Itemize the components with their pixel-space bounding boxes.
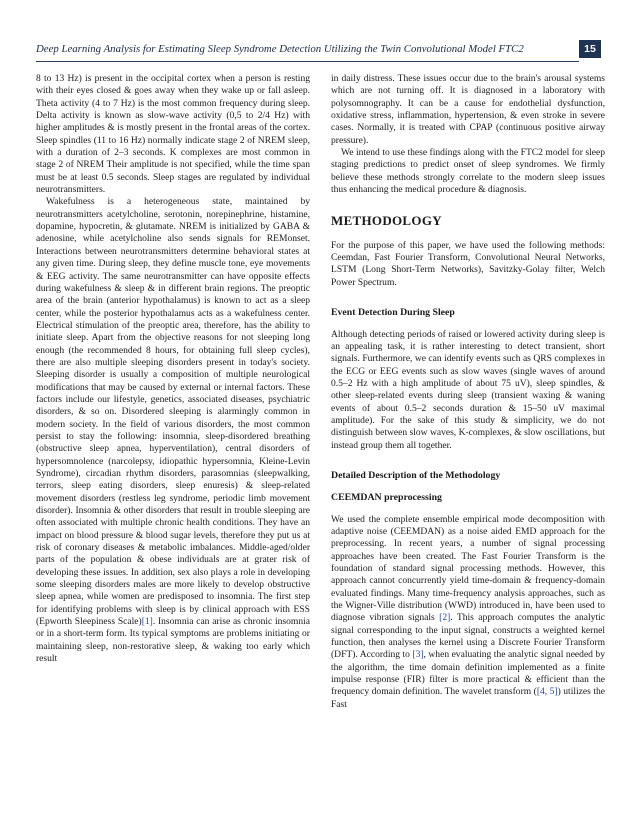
page-number-badge: 15 <box>579 40 601 58</box>
paragraph-text: . This approach computes the analytic signal corresponding to the input signal, constructs a weighted kernel function, then analyses the kernel using a Discrete Fourier Transform (DFT). According to <box>331 612 605 661</box>
paragraph: Although detecting periods of raised or lowered activity during sleep is an appealing task, it is rather interesting to detect transient, short signals. Furthermore, we can identify events such as QRS complexes in the ECG or EEG events such as slow waves (single waves of around 0.5–2 Hz with a high amplitude of about 75 uV), sleep spindles, & other sleep-related events during sleep (transient waxing & waning events of about 0.5–2 seconds duration & 15–50 uV maximal amplitude). For the sake of this study & simplicity, we do not distinguish between slow waves, K-complexes, & slow oscillations, but instead group them all together. <box>331 328 605 451</box>
left-column <box>36 73 310 666</box>
paragraph-text: We used the complete ensemble empirical mode decomposition with adaptive noise (CEEMDAN) as a noise aided EMD approach for the preprocessing. In recent years, a number of signal processing approaches have been created. The Fast Fourier Transform is the foundation of standard signal processing methods. However, this approach cannot concurrently yield time-domain & frequency-domain evaluated findings. Many time-frequency analysis approaches, such as the Wigner-Ville distribution (WWD) introduced in, have been used to diagnose vibration signals <box>331 513 605 624</box>
paragraph <box>36 196 310 665</box>
citation-link[interactable]: [4, 5] <box>536 686 558 698</box>
paragraph <box>331 514 605 712</box>
subsection-heading: CEEMDAN preprocessing <box>331 492 442 504</box>
running-header <box>36 40 601 60</box>
citation-link[interactable]: [2] <box>439 612 451 624</box>
citation-link[interactable]: [3] <box>412 649 424 661</box>
paragraph: We intend to use these findings along with the FTC2 model for sleep staging predictions to predict onset of sleep syndromes. We firmly believe these methods strongly correlate to the modern sleep issues thus enhancing the medical procedure & diagnosis. <box>331 147 605 196</box>
paragraph: in daily distress. These issues occur due to the brain's arousal systems which are not turning off. It is diagnosed in a laboratory with polysomnography. It can be a cause for endothelial dysfunction, oxidative stress, inflammation, hypertension, & even stroke in severe cases. Normally, it is treated with CPAP (continuous positive airway pressure). <box>331 73 605 146</box>
running-title: Deep Learning Analysis for Estimating Sleep Syndrome Detection Utilizing the Twin Convolutional Model FTC2 <box>36 43 524 55</box>
header-rule <box>36 61 579 62</box>
citation-link[interactable]: [1] <box>141 616 153 628</box>
paragraph: For the purpose of this paper, we have used the following methods: Ceemdan, Fast Fourier Transform, Convolutional Neural Networks, LSTM (Long Short-Term Networks), Savitzky-Golay filter, Welch Power Spectrum. <box>331 239 605 288</box>
paragraph-text: Wakefulness is a heterogeneous state, maintained by neurotransmitters acetylcholine, serotonin, norepinephrine, histamine, dopamine, hypocretin, & glutamate. NREM is initialized by GABA & adenosine, while acetylcholine also sends signals for REMonset. Interactions between neurotransmitters determine behavioral states at any given time. During sleep, they define muscle tone, eye movements & EEG activity. The same neurotransmitter can have opposite effects during wakefulness & sleep & in different brain regions. The preoptic area of the brain (anterior hypothalamus) is known to act as a sleep center, while the posterior hypothalamus acts as a wakefulness center. Electrical stimulation of the preoptic area, therefore, has the ability to initiate sleep. Apart from the objective reasons for not sleeping long enough (the recommended 8 hours, for obtaining full sleep cycles), there are also multiple sleeping disorders present in today's society. Sleeping disorder is usually a composition of multiple neurological modifications that may be caused by external or internal factors. These factors include our lifestyle, genetics, associated diseases, psychiatric disorders, & so on. Disordered sleeping is alarmingly common in modern society. In the field of various disorders, the most common persist to stay the following: insomnia, sleep-disordered breathing (obstructive sleep apnea, hyperventilation), central disorders of hypersomnolence (narcolepsy, idiopathic hypersomnia, Kleine-Levin Syndrome), circadian rhythm disorders, parasomnias (sleepwalking, terrors, sleep eating disorders, sleep enuresis) & sleep-related movement disorders (restless leg syndrome, periodic limb movement disorder). Insomnia & other disorders that result in trouble sleeping are often associated with multiple chronic health conditions. They have an impact on blood pressure & blood sugar levels, therefore they put us at risk of coronary diseases & metabolic imbalances. Middle-aged/older parts of the population & obese individuals are at grater risk of developing these issues. In addition, sex also plays a role in developing some sleeping disorders males are more likely to develop obstructive sleep apnea, while women are predisposed to insomnia. The first step for identifying problems with sleep is by clinical approach with ESS (Epworth Sleepiness Scale) <box>36 196 310 628</box>
subsection-heading: Detailed Description of the Methodology <box>331 469 501 481</box>
paragraph-text: ) utilizes the Fast <box>331 686 605 710</box>
right-column <box>331 73 605 711</box>
subsection-heading: Event Detection During Sleep <box>331 307 455 319</box>
paragraph-text: . Insomnia can arise as chronic insomnia or in a short-term form. Its typical symptoms are problems initiating or maintaining sleep, non-restorative sleep, & waking too early which result <box>36 616 310 665</box>
paragraph-text: , when evaluating the analytic signal needed by the algorithm, the time domain definition implemented as a finite impulse response (FIR) filter is more practical & efficient than the frequency domain definition. The wavelet transform ( <box>331 649 605 698</box>
section-heading: METHODOLOGY <box>331 213 442 229</box>
paragraph: 8 to 13 Hz) is present in the occipital cortex when a person is resting with their eyes closed & goes away when they wake up or fall asleep. Theta activity (4 to 7 Hz) is the most common frequency during sleep. Delta activity is known as slow-wave activity (0,5 to 2/4 Hz) with higher amplitudes & is mostly present in the frontal areas of the cortex. Sleep spindles (11 to 16 Hz) normally indicate stage 2 of NREM sleep, with a duration of 2–3 seconds. K complexes are most common in stage 2 of NREM Their amplitude is not specified, while the time span must be at least 0.5 seconds. Sleep stages are regulated by individual neurotransmitters. <box>36 73 310 196</box>
